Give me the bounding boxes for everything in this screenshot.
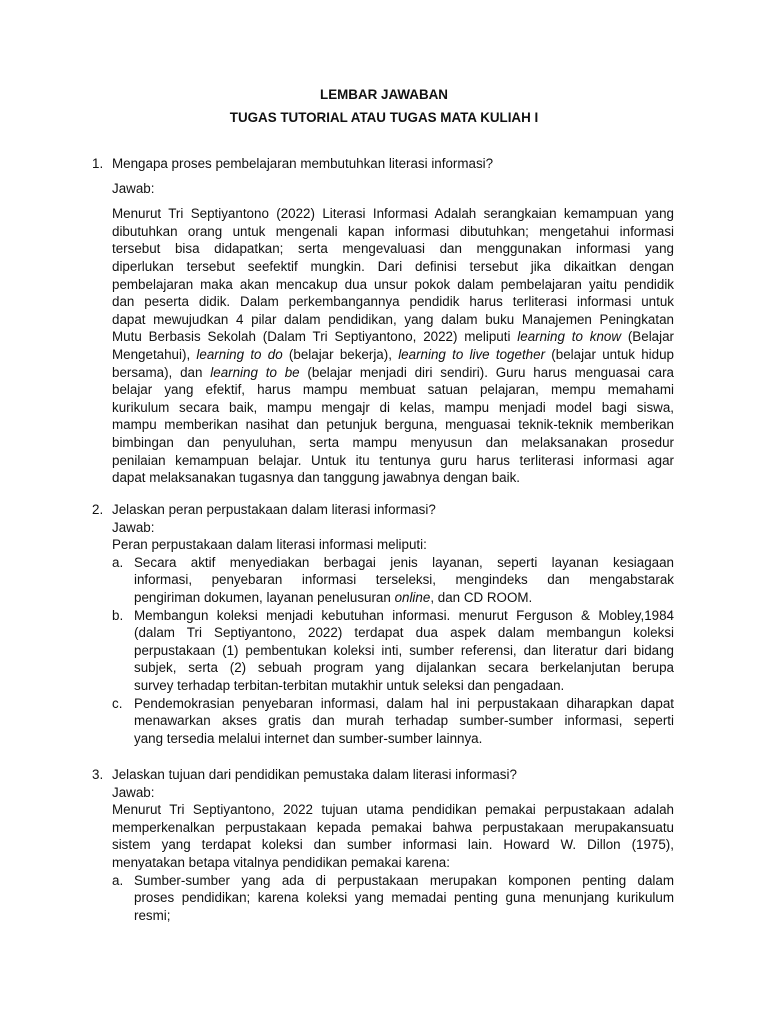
answer-label: Jawab:: [112, 180, 155, 196]
text-line: informasi, penyebaran informasi terseleksi, mengindeks dan mengabstarak: [134, 572, 674, 588]
text-line: proses pendidikan; karena koleksi yang memadai penting guna menunjang kurikulum: [134, 890, 674, 906]
text-line: tersebut bisa didapatkan; serta mengevaluasi dan menggunakan informasi yang: [112, 241, 674, 257]
text-line: Menurut Tri Septiyantono (2022) Literasi Informasi Adalah serangkaian kemampuan yang: [112, 206, 674, 222]
text-line: survey terhadap terbitan-terbitan mutakhir untuk seleksi dan pengadaan.: [134, 677, 565, 693]
text-line: Menurut Tri Septiyantono, 2022 tujuan utama pendidikan pemakai perpustakaan adalah: [112, 802, 674, 818]
text-segment: (belajar menjadi diri sendiri). Guru harus menguasai cara: [299, 364, 674, 380]
list-item: [92, 554, 674, 607]
text-line: Peran perpustakaan dalam literasi informasi meliputi:: [112, 537, 427, 553]
text-line: [112, 364, 674, 382]
text-line: belajar yang efektif, harus mampu membuat satuan pelajaran, mempu memahami: [112, 382, 674, 398]
list-item-letter: a.: [112, 872, 124, 888]
text-line: resmi;: [134, 907, 171, 923]
text-line: pembelajaran maka akan mencakup dua unsur pokok dalam pembelajaran yaitu pendidik: [112, 276, 674, 292]
text-line: dapat melaksanakan tugasnya dan tanggung jawabnya dengan baik.: [112, 470, 520, 486]
text-segment: (belajar untuk hidup: [545, 346, 674, 362]
text-segment: bersama), dan: [112, 364, 211, 380]
text-line: penilaian kemampuan belajar. Untuk itu tentunya guru harus terliterasi informasi agar: [112, 452, 674, 468]
text-line: sistem yang terdapat koleksi dan sumber informasi lain. Howard W. Dillon (1975),: [112, 837, 674, 853]
answer-label: Jawab:: [112, 784, 155, 800]
text-line: [134, 589, 674, 607]
text-line: memperkenalkan perpustakaan kepada pemakai bahwa perpustakaan merupakansuatu: [112, 819, 674, 835]
text-line: dibutuhkan orang untuk mengenali kapan informasi dibutuhkan; mengetahui informasi: [112, 223, 674, 239]
italic-term: learning to live together: [398, 346, 546, 362]
answer-paragraph: [92, 536, 674, 554]
question-number: 3.: [92, 767, 104, 782]
text-line: dapat mewujudkan 4 pilar dalam pendidikan, yang dalam buku Manajemen Peningkatan: [112, 311, 674, 327]
question-text: Mengapa proses pembelajaran membutuhkan literasi informasi?: [112, 156, 494, 171]
text-segment: Mengetahui),: [112, 346, 197, 362]
text-line: menyatakan betapa vitalnya pendidikan pemakai karena:: [112, 854, 450, 870]
list-item: [92, 872, 674, 925]
text-line: [112, 346, 674, 364]
text-segment: Mutu Berbasis Sekolah (Dalam Tri Septiyantono, 2022) meliputi: [112, 329, 518, 345]
answer-paragraph: [92, 801, 674, 871]
italic-term: online: [394, 589, 431, 605]
text-segment: , dan CD ROOM.: [430, 589, 533, 605]
list-item: [92, 695, 674, 748]
text-line: Membangun koleksi menjadi kebutuhan informasi. menurut Ferguson & Mobley,1984: [134, 607, 674, 623]
question-number: 1.: [92, 156, 104, 171]
text-segment: (Belajar: [621, 329, 674, 345]
document-title: LEMBAR JAWABAN: [320, 87, 448, 102]
question-3: [92, 766, 674, 924]
text-line: [112, 328, 674, 346]
question-2: [92, 501, 674, 747]
text-line: mampu memberikan nasihat dan petunjuk berguna, menguasai teknik-teknik memberikan: [112, 417, 674, 433]
text-segment: pengiriman dokumen, layanan penelusuran: [134, 589, 395, 605]
text-line: bimbingan dan penyuluhan, serta mampu menyusun dan melaksanakan prosedur: [112, 434, 674, 450]
answer-label: Jawab:: [112, 519, 155, 535]
italic-term: learning to do: [196, 346, 283, 362]
document-subtitle: TUGAS TUTORIAL ATAU TUGAS MATA KULIAH I: [229, 110, 539, 125]
italic-term: learning to know: [517, 329, 622, 345]
text-line: diperlukan tersebut seefektif mungkin. Dari definisi tersebut jika dikaitkan dengan: [112, 258, 674, 274]
text-line: yang tersedia melalui internet dan sumber-sumber lainnya.: [134, 730, 483, 746]
text-line: Sumber-sumber yang ada di perpustakaan merupakan komponen penting dalam: [134, 872, 674, 888]
text-line: subjek, serta (2) sebuah program yang dijalankan secara berkelanjutan berupa: [134, 660, 674, 676]
question-text: Jelaskan peran perpustakaan dalam literasi informasi?: [112, 502, 436, 517]
list-item: [92, 607, 674, 695]
italic-term: learning to be: [210, 364, 300, 380]
question-1: [92, 155, 674, 487]
list-item-letter: a.: [112, 554, 124, 570]
text-line: menawarkan akses gratis dan murah terhadap sumber-sumber informasi, seperti: [134, 713, 674, 729]
list-item-letter: b.: [112, 607, 124, 623]
text-line: (dalam Tri Septiyantono, 2022) terdapat dua aspek dalam membangun koleksi: [134, 625, 674, 641]
text-line: dan peserta didik. Dalam perkembangannya pendidik harus terliterasi informasi untuk: [112, 294, 674, 310]
text-line: Pendemokrasian penyebaran informasi, dalam hal ini perpustakaan diharapkan dapat: [134, 695, 674, 711]
question-number: 2.: [92, 502, 104, 517]
question-text: Jelaskan tujuan dari pendidikan pemustaka dalam literasi informasi?: [112, 767, 517, 782]
text-line: perpustakaan (1) pembentukan koleksi inti, sumber referensi, dan literatur dari bidang: [134, 642, 674, 658]
text-line: Secara aktif menyediakan berbagai jenis layanan, seperti layanan kesiagaan: [134, 554, 674, 570]
text-line: kurikulum secara baik, mampu mengajr di kelas, mampu menjadi model bagi siswa,: [112, 399, 674, 415]
answer-paragraph: [92, 205, 674, 487]
text-segment: (belajar bekerja),: [282, 346, 399, 362]
list-item-letter: c.: [112, 695, 123, 711]
